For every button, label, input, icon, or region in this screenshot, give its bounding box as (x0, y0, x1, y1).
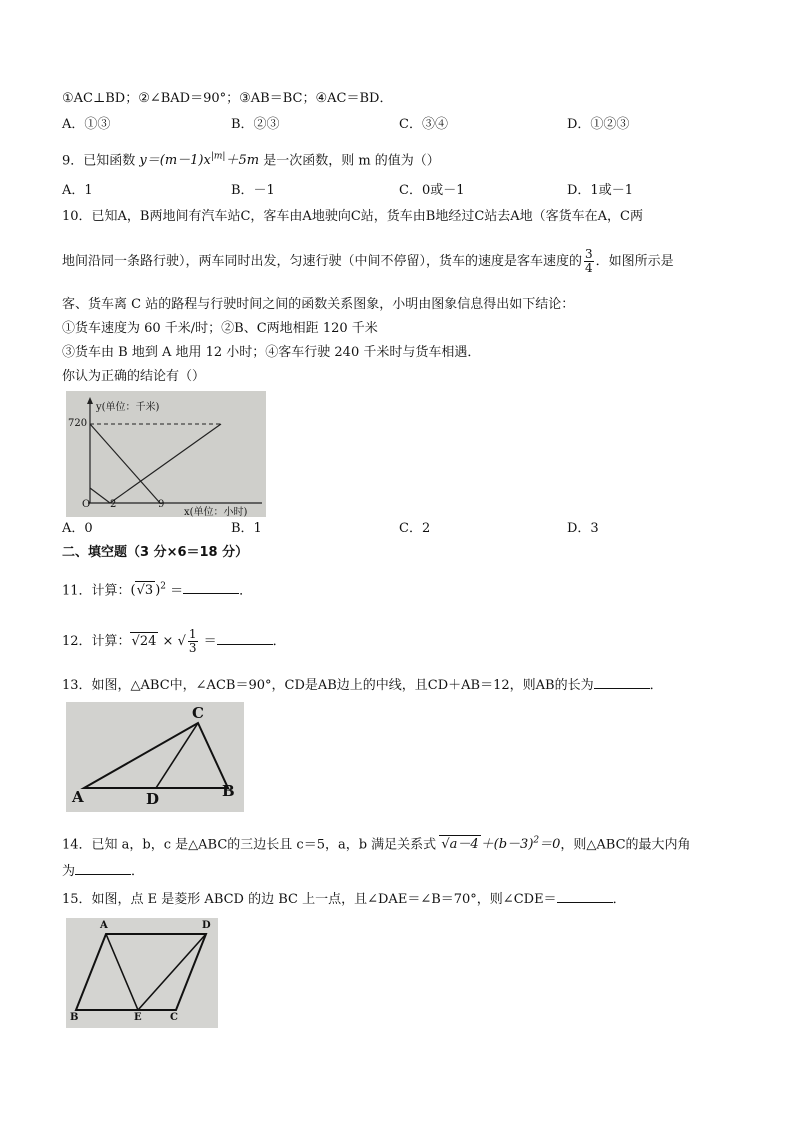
q9-option-b: B．－1 (231, 183, 275, 198)
q12-answer-blank[interactable] (217, 632, 273, 645)
q11-expression: (√3 )$^2$ (130, 582, 167, 599)
q10-graph (66, 391, 266, 517)
q15-stem: 15．如图，点 E 是菱形 ABCD 的边 BC 上一点，且∠DAE＝∠B＝70°，则∠CDE＝ ． (62, 892, 626, 907)
q10-y-tick-720: 720 (68, 418, 88, 429)
q10-y-axis-label: y(单位：千米) (96, 402, 160, 413)
q10-line4: ①货车速度为 60 千米/时；②B、C两地相距 120 千米 (62, 321, 378, 336)
q13-stem: 13．如图，△ABC中，∠ACB＝90°，CD是AB边上的中线，且CD＋AB＝12，则AB的长为 ． (62, 678, 663, 693)
q9-prefix: 9．已知函数 (62, 153, 136, 169)
q10-option-c: C．2 (399, 521, 431, 536)
q8-option-b: B．②③ (231, 117, 280, 132)
q10-line5: ③货车由 B 地到 A 地用 12 小时；④客车行驶 240 千米时与货车相遇． (62, 345, 481, 360)
q10-option-b: B．1 (231, 521, 262, 536)
q9-option-a: A．1 (62, 183, 93, 198)
q15-label-c: C (170, 1012, 178, 1023)
q10-option-d: D．3 (567, 521, 599, 536)
q15-label-a: A (100, 920, 108, 931)
q14-expression: $√a-4 +(b-3)^2=0$ (441, 836, 561, 853)
q12-stem: 12．计算：√24 × √ $\frac{1}{3}$ ＝ ． (62, 627, 286, 655)
q15-label-b: B (70, 1012, 79, 1023)
q15-label-e: E (134, 1012, 142, 1023)
q15-figure (66, 918, 218, 1028)
q15-answer-blank[interactable] (557, 890, 613, 903)
q13-label-a: A (72, 788, 84, 806)
q8-conditions: ①AC⊥BD；②∠BAD＝90°；③AB＝BC；④AC＝BD． (62, 91, 393, 106)
q10-line3: 客、货车离 C 站的路程与行驶时间之间的函数关系图象，小明由图象信息得出如下结论： (62, 297, 575, 312)
q10-line2: 地间沿同一条路行驶），两车同时出发，匀速行驶（中间不停留），货车的速度是客车速度的 $\frac{3}{4}$ ．如图所示是 (62, 247, 674, 275)
q10-x-tick-2: 2 (110, 499, 117, 510)
q12-expression: √24 × √ $\frac{1}{3}$ (131, 627, 197, 655)
q9-suffix: 是一次函数，则 m 的值为（） (263, 153, 440, 169)
q10-line1: 10．已知A，B两地间有汽车站C，客车由A地驶向C站，货车由B地经过C站去A地（客货车在A，C两 (62, 209, 643, 224)
q14-line2: 为 ． (62, 864, 145, 879)
q8-option-d: D．①②③ (567, 117, 630, 132)
q10-fraction: $\frac{3}{4}$ (585, 247, 593, 275)
q11-answer-blank[interactable] (183, 581, 239, 594)
section-2-title: 二、填空题（3 分×6＝18 分） (62, 545, 249, 560)
q8-option-c: C．③④ (399, 117, 448, 132)
q13-figure (66, 702, 244, 812)
q13-answer-blank[interactable] (594, 676, 650, 689)
q10-x-axis-label: x(单位：小时) (184, 507, 248, 518)
q8-option-a: A．①③ (62, 117, 111, 132)
q9-option-d: D．1或－1 (567, 183, 633, 198)
q13-label-b: B (222, 782, 235, 800)
q11-stem: 11．计算：(√3 )$^2$ ＝ ． (62, 582, 253, 599)
q15-label-d: D (202, 920, 211, 931)
q10-option-a: A．0 (62, 521, 93, 536)
q13-label-d: D (146, 790, 160, 808)
q9-option-c: C．0或－1 (399, 183, 465, 198)
q14-answer-blank[interactable] (75, 862, 131, 875)
q10-line6: 你认为正确的结论有（） (62, 369, 206, 384)
q14-line1: 14．已知 a，b，c 是△ABC的三边长且 c＝5，a，b 满足关系式 $√a-4 +(b-3)^2=0$，则△ABC的最大内角 (62, 836, 691, 853)
q10-origin-label: O (82, 499, 91, 510)
q9-stem (62, 148, 440, 170)
q10-x-tick-9: 9 (158, 499, 165, 510)
q13-label-c: C (192, 704, 204, 722)
q9-formula: $y=(m-1)x^{|m|}+5m$ (139, 152, 260, 169)
